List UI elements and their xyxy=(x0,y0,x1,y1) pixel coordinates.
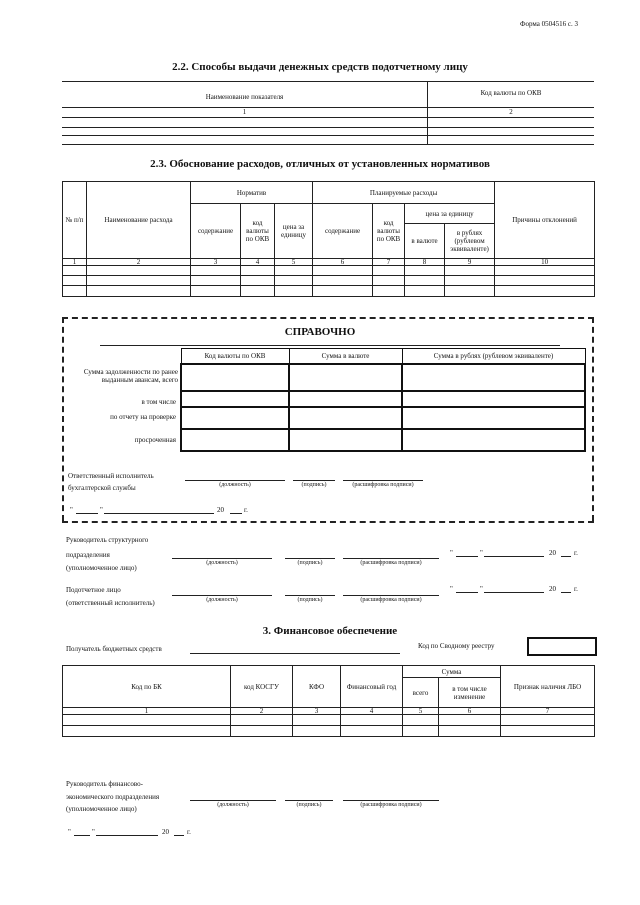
section-2-3-title: 2.3. Обоснование расходов, отличных от установленных нормативов xyxy=(150,158,490,170)
n: 8 xyxy=(405,259,445,266)
resp-exec-1: Ответственный исполнитель xyxy=(68,472,154,480)
h-norm-code: код валюты по ОКВ xyxy=(241,204,275,259)
h-in-cur: в валюте xyxy=(405,224,445,259)
reference-table xyxy=(180,348,586,452)
acc-date-g: г. xyxy=(574,585,578,593)
h-norm: Норматив xyxy=(191,182,313,204)
n: 2 xyxy=(87,259,191,266)
n: 3 xyxy=(191,259,241,266)
h-lbo: Признак наличия ЛБО xyxy=(501,666,595,708)
cap-sign: (подпись) xyxy=(301,482,327,488)
n: 2 xyxy=(231,708,293,715)
n: 1 xyxy=(63,708,231,715)
section-3-title: 3. Финансовое обеспечение xyxy=(262,625,398,637)
h-plan-code: код валюты по ОКВ xyxy=(373,204,405,259)
resp-exec-2: бухгалтерской службы xyxy=(68,484,136,492)
row-incl: в том числе xyxy=(141,398,176,406)
fin-date-q2: " xyxy=(92,828,95,836)
row-on-check: по отчету на проверке xyxy=(110,413,176,421)
acc-cap-decode: (расшифровка подписи) xyxy=(360,597,422,603)
acc-date-q1: " xyxy=(450,585,453,593)
h-reasons: Причины отклонений xyxy=(495,182,595,259)
date-quote-close: " xyxy=(100,506,103,514)
h-total: всего xyxy=(403,678,439,708)
n: 7 xyxy=(373,259,405,266)
code-reg-box[interactable] xyxy=(527,637,597,656)
acc-cap-sign: (подпись) xyxy=(297,597,323,603)
h-sum-cur: Сумма в валюте xyxy=(289,349,402,364)
n: 10 xyxy=(495,259,595,266)
h-sum-rub: Сумма в рублях (рублевом эквиваленте) xyxy=(402,349,585,364)
date-year: 20 xyxy=(217,506,224,514)
accountable-label-1: Подотчетное лицо xyxy=(66,586,121,594)
acc-cap-position: (должность) xyxy=(206,597,238,603)
fin-cap-position: (должность) xyxy=(217,802,249,808)
date-quote-open: " xyxy=(70,506,73,514)
reference-title: СПРАВОЧНО xyxy=(284,326,356,338)
fin-date-g: г. xyxy=(187,828,191,836)
fin-date-year: 20 xyxy=(162,828,169,836)
n: 1 xyxy=(63,259,87,266)
h-kosgu: код КОСГУ xyxy=(231,666,293,708)
form-id: Форма 0504516 с. 3 xyxy=(520,20,579,28)
h-sum: Сумма xyxy=(403,666,501,678)
fin-label-2: экономического подразделения xyxy=(66,793,160,801)
code-reg-label: Код по Сводному реестру xyxy=(418,642,495,650)
h-no: № п/п xyxy=(63,182,87,259)
col-num-1: 1 xyxy=(242,108,247,116)
n: 9 xyxy=(445,259,495,266)
head-cap-position: (должность) xyxy=(206,560,238,566)
n: 5 xyxy=(275,259,313,266)
head-date-q1: " xyxy=(450,549,453,557)
head-label-3: (уполномоченное лицо) xyxy=(66,564,137,572)
fin-cap-sign: (подпись) xyxy=(296,802,322,808)
col-num-2: 2 xyxy=(509,108,513,116)
n: 4 xyxy=(341,708,403,715)
h-norm-content: содержание xyxy=(191,204,241,259)
cap-decode: (расшифровка подписи) xyxy=(352,482,414,488)
row-overdue: просроченная xyxy=(134,436,176,444)
h-plan-price: цена за единицу xyxy=(405,204,495,224)
h-plan: Планируемые расходы xyxy=(313,182,495,204)
cap-position: (должность) xyxy=(219,482,251,488)
h-bk: Код по БК xyxy=(63,666,231,708)
row-debt: Сумма задолженности по ранее выданным авансам, всего xyxy=(83,368,178,384)
h-change: в том числе изменение xyxy=(439,678,501,708)
recipient-label: Получатель бюджетных средств xyxy=(66,645,162,653)
h-in-rub: в рублях (рублевом эквиваленте) xyxy=(445,224,495,259)
head-date-g: г. xyxy=(574,549,578,557)
acc-date-year: 20 xyxy=(549,585,556,593)
head-date-year: 20 xyxy=(549,549,556,557)
h-year: Финансовый год xyxy=(341,666,403,708)
h-code-okv: Код валюты по ОКВ xyxy=(181,349,289,364)
head-date-q2: " xyxy=(480,549,483,557)
acc-date-q2: " xyxy=(480,585,483,593)
expenses-table xyxy=(62,181,595,297)
head-label-1: Руководитель структурного xyxy=(66,536,149,544)
col-currency-code: Код валюты по ОКВ xyxy=(480,89,542,97)
h-plan-content: содержание xyxy=(313,204,373,259)
n: 6 xyxy=(313,259,373,266)
n: 4 xyxy=(241,259,275,266)
h-name: Наименование расхода xyxy=(87,182,191,259)
fin-label-1: Руководитель финансово- xyxy=(66,780,143,788)
col-indicator-name: Наименование показателя xyxy=(205,93,284,101)
h-kfo: КФО xyxy=(293,666,341,708)
head-cap-decode: (расшифровка подписи) xyxy=(360,560,422,566)
fin-cap-decode: (расшифровка подписи) xyxy=(360,802,422,808)
accountable-label-2: (ответственный исполнитель) xyxy=(66,599,155,607)
head-label-2: подразделения xyxy=(66,551,110,559)
n: 6 xyxy=(439,708,501,715)
section-2-2-title: 2.2. Способы выдачи денежных средств подотчетному лицу xyxy=(172,61,468,73)
finance-table xyxy=(62,665,595,737)
head-cap-sign: (подпись) xyxy=(297,560,323,566)
h-norm-price: цена за единицу xyxy=(275,204,313,259)
fin-label-3: (уполномоченное лицо) xyxy=(66,805,137,813)
n: 7 xyxy=(501,708,595,715)
date-g: г. xyxy=(244,506,248,514)
n: 5 xyxy=(403,708,439,715)
fin-date-q1: " xyxy=(68,828,71,836)
n: 3 xyxy=(293,708,341,715)
